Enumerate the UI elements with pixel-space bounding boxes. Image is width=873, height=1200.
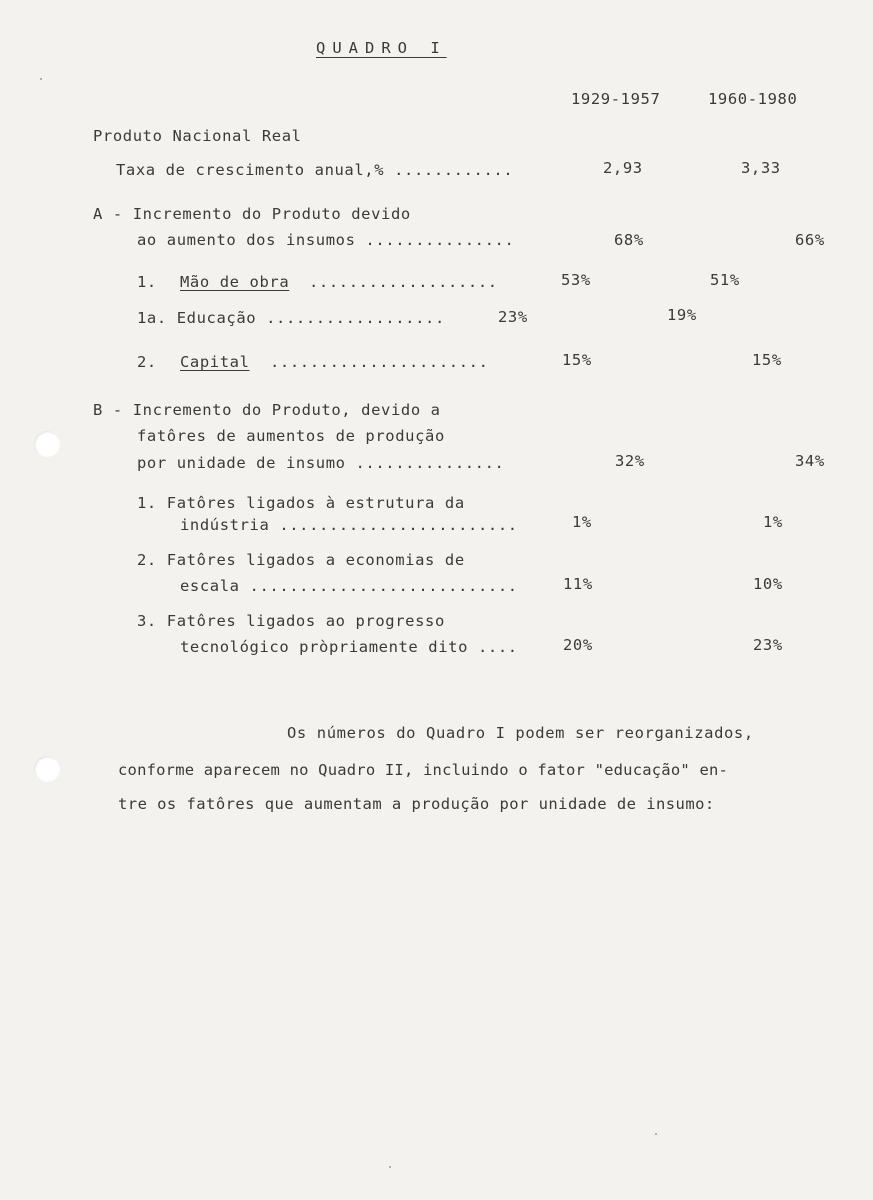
row-b-line1: B - Incremento do Produto, devido a [93, 401, 441, 419]
paragraph-line-2: conforme aparecem no Quadro II, incluindo o fator "educação" en- [118, 761, 729, 779]
column-header-1929-1957: 1929-1957 [571, 90, 661, 108]
punch-hole-bottom [34, 756, 60, 782]
row-taxa-value-2: 3,33 [741, 159, 781, 177]
row-a1-value-2: 51% [710, 271, 740, 289]
row-produto-label: Produto Nacional Real [93, 127, 302, 145]
column-header-1960-1980: 1960-1980 [708, 90, 798, 108]
punch-hole-top [34, 431, 60, 457]
row-b2-value-2: 10% [753, 575, 783, 593]
row-taxa-value-1: 2,93 [603, 159, 643, 177]
row-b-line3: por unidade de insumo ............... [137, 454, 505, 472]
row-b-value-2: 34% [795, 452, 825, 470]
row-b1-line2: indústria ........................ [180, 516, 518, 534]
row-a-line1: A - Incremento do Produto devido [93, 205, 411, 223]
table-title: QUADRO I [316, 39, 447, 57]
paper-speck [655, 1133, 657, 1135]
row-a-line2: ao aumento dos insumos ............... [137, 231, 515, 249]
paragraph-line-1: Os números do Quadro I podem ser reorganizados, [287, 724, 754, 742]
row-a2-label: Capital [180, 353, 250, 371]
row-b2-value-1: 11% [563, 575, 593, 593]
row-b1-value-1: 1% [572, 513, 592, 531]
row-a1a-label: 1a. Educação .................. [137, 309, 445, 327]
row-b3-line2: tecnológico pròpriamente dito .... [180, 638, 518, 656]
row-a2-value-1: 15% [562, 351, 592, 369]
row-b1-value-2: 1% [763, 513, 783, 531]
paper-speck [389, 1166, 391, 1168]
row-a2-value-2: 15% [752, 351, 782, 369]
row-a1-label: Mão de obra [180, 273, 290, 291]
row-a1-number: 1. [137, 273, 157, 291]
row-a-value-2: 66% [795, 231, 825, 249]
row-a-value-1: 68% [614, 231, 644, 249]
row-a1-dots: ................... [309, 273, 498, 291]
row-b2-line1: 2. Fatôres ligados a economias de [137, 551, 465, 569]
row-b-line2: fatôres de aumentos de produção [137, 427, 445, 445]
row-b1-line1: 1. Fatôres ligados à estrutura da [137, 494, 465, 512]
row-a1-value-1: 53% [561, 271, 591, 289]
row-b2-line2: escala ........................... [180, 577, 518, 595]
row-b3-line1: 3. Fatôres ligados ao progresso [137, 612, 445, 630]
row-a1a-value-1: 23% [498, 308, 528, 326]
row-a2-dots: ...................... [270, 353, 489, 371]
row-a2-number: 2. [137, 353, 157, 371]
row-b-value-1: 32% [615, 452, 645, 470]
row-taxa-label: Taxa de crescimento anual,% ............ [116, 161, 514, 179]
row-b3-value-1: 20% [563, 636, 593, 654]
paper-speck [40, 78, 42, 80]
row-a1a-value-2: 19% [667, 306, 697, 324]
row-b3-value-2: 23% [753, 636, 783, 654]
paragraph-line-3: tre os fatôres que aumentam a produção por unidade de insumo: [118, 795, 715, 813]
